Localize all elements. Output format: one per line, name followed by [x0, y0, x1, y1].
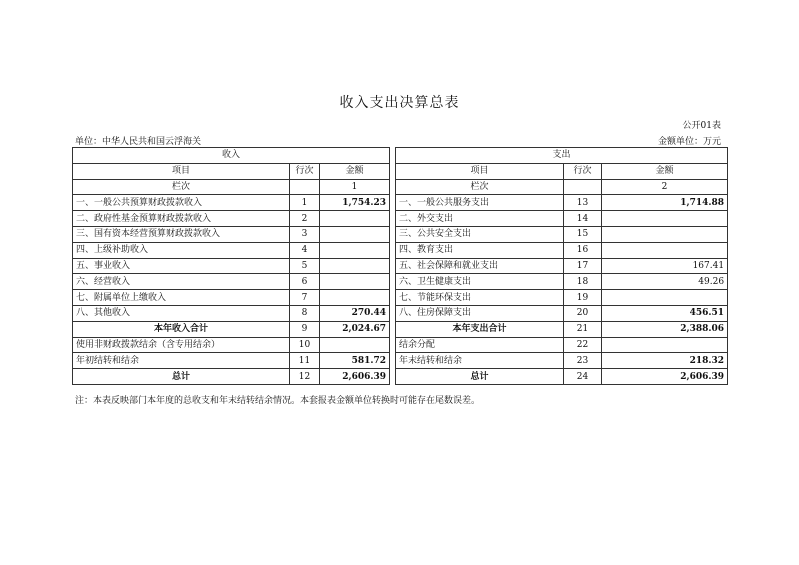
income-amount-cell: 1,754.23	[320, 195, 390, 211]
expense-rowno-cell: 22	[564, 337, 602, 353]
table-row	[73, 337, 728, 353]
expense-amount-cell: 2,606.39	[602, 369, 728, 385]
expense-item-cell: 六、卫生健康支出	[396, 274, 564, 290]
income-amount-cell: 2,606.39	[320, 369, 390, 385]
income-item-cell: 使用非财政拨款结余（含专用结余）	[73, 337, 290, 353]
expense-rowno-cell: 16	[564, 242, 602, 258]
expense-amount-cell: 218.32	[602, 353, 728, 369]
table-row	[73, 305, 728, 321]
income-rowno-cell: 6	[290, 274, 320, 290]
table-row	[73, 274, 728, 290]
expense-amount-cell: 49.26	[602, 274, 728, 290]
income-amount-cell	[320, 242, 390, 258]
income-amount-cell: 2,024.67	[320, 321, 390, 337]
expense-item-cell: 三、公共安全支出	[396, 226, 564, 242]
income-amount-cell: 270.44	[320, 305, 390, 321]
income-amount-cell: 581.72	[320, 353, 390, 369]
income-section-header: 收入	[73, 148, 390, 164]
expense-section-header: 支出	[396, 148, 728, 164]
income-rowno-cell: 10	[290, 337, 320, 353]
income-item-cell: 七、附属单位上缴收入	[73, 290, 290, 306]
expense-index-label: 栏次	[396, 179, 564, 195]
expense-rowno-cell: 17	[564, 258, 602, 274]
table-row	[73, 242, 728, 258]
income-rowno-cell: 1	[290, 195, 320, 211]
expense-item-cell: 七、节能环保支出	[396, 290, 564, 306]
income-expense-table	[72, 147, 728, 385]
income-index-value: 1	[320, 179, 390, 195]
income-rowno-cell: 7	[290, 290, 320, 306]
expense-amount-cell: 456.51	[602, 305, 728, 321]
income-rowno-cell: 3	[290, 226, 320, 242]
expense-item-cell: 四、教育支出	[396, 242, 564, 258]
reporting-unit: 单位：中华人民共和国云浮海关	[75, 137, 202, 147]
amount-unit: 金额单位：万元	[657, 137, 721, 147]
expense-item-cell: 八、住房保障支出	[396, 305, 564, 321]
income-amount-header: 金额	[320, 163, 390, 179]
expense-amount-cell	[602, 226, 728, 242]
income-item-cell: 年初结转和结余	[73, 353, 290, 369]
income-rowno-cell: 11	[290, 353, 320, 369]
expense-item-cell: 总计	[396, 369, 564, 385]
expense-amount-cell	[602, 242, 728, 258]
income-rowno-cell: 9	[290, 321, 320, 337]
income-index-blank	[290, 179, 320, 195]
income-amount-cell	[320, 226, 390, 242]
expense-rowno-cell: 14	[564, 211, 602, 227]
income-item-header: 项目	[73, 163, 290, 179]
income-amount-cell	[320, 211, 390, 227]
income-item-cell: 一、一般公共预算财政拨款收入	[73, 195, 290, 211]
expense-amount-cell	[602, 290, 728, 306]
total-row	[73, 321, 728, 337]
expense-rowno-cell: 20	[564, 305, 602, 321]
income-item-cell: 总计	[73, 369, 290, 385]
expense-item-cell: 一、一般公共服务支出	[396, 195, 564, 211]
expense-rowno-cell: 18	[564, 274, 602, 290]
footnote: 注：本表反映部门本年度的总收支和年末结转结余情况。本套报表金额单位转换时可能存在尾数误差。	[75, 396, 481, 406]
table-row	[73, 195, 728, 211]
income-amount-cell	[320, 337, 390, 353]
table-row	[73, 226, 728, 242]
income-item-cell: 四、上级补助收入	[73, 242, 290, 258]
income-rowno-cell: 2	[290, 211, 320, 227]
table-row	[73, 353, 728, 369]
expense-amount-cell	[602, 211, 728, 227]
income-rowno-cell: 8	[290, 305, 320, 321]
expense-item-cell: 年末结转和结余	[396, 353, 564, 369]
expense-amount-cell: 2,388.06	[602, 321, 728, 337]
expense-rowno-cell: 24	[564, 369, 602, 385]
expense-rowno-cell: 19	[564, 290, 602, 306]
income-rowno-cell: 4	[290, 242, 320, 258]
column-header-row	[73, 163, 728, 179]
expense-index-blank	[564, 179, 602, 195]
income-amount-cell	[320, 274, 390, 290]
expense-item-cell: 五、社会保障和就业支出	[396, 258, 564, 274]
expense-item-cell: 结余分配	[396, 337, 564, 353]
expense-rowno-cell: 13	[564, 195, 602, 211]
section-header-row	[73, 148, 728, 164]
table-row	[73, 258, 728, 274]
income-item-cell: 八、其他收入	[73, 305, 290, 321]
form-code: 公开01表	[682, 121, 721, 131]
column-index-row	[73, 179, 728, 195]
expense-amount-cell: 167.41	[602, 258, 728, 274]
income-rowno-cell: 5	[290, 258, 320, 274]
expense-rowno-header: 行次	[564, 163, 602, 179]
expense-item-header: 项目	[396, 163, 564, 179]
expense-amount-cell: 1,714.88	[602, 195, 728, 211]
expense-item-cell: 二、外交支出	[396, 211, 564, 227]
table-row	[73, 211, 728, 227]
expense-item-cell: 本年支出合计	[396, 321, 564, 337]
expense-amount-cell	[602, 337, 728, 353]
income-rowno-header: 行次	[290, 163, 320, 179]
income-item-cell: 三、国有资本经营预算财政拨款收入	[73, 226, 290, 242]
income-rowno-cell: 12	[290, 369, 320, 385]
expense-index-value: 2	[602, 179, 728, 195]
expense-rowno-cell: 23	[564, 353, 602, 369]
income-item-cell: 六、经营收入	[73, 274, 290, 290]
income-amount-cell	[320, 258, 390, 274]
income-item-cell: 本年收入合计	[73, 321, 290, 337]
expense-rowno-cell: 15	[564, 226, 602, 242]
total-row	[73, 369, 728, 385]
income-index-label: 栏次	[73, 179, 290, 195]
page-title: 收入支出决算总表	[339, 95, 460, 111]
income-item-cell: 五、事业收入	[73, 258, 290, 274]
expense-rowno-cell: 21	[564, 321, 602, 337]
income-amount-cell	[320, 290, 390, 306]
table-row	[73, 290, 728, 306]
income-item-cell: 二、政府性基金预算财政拨款收入	[73, 211, 290, 227]
expense-amount-header: 金额	[602, 163, 728, 179]
